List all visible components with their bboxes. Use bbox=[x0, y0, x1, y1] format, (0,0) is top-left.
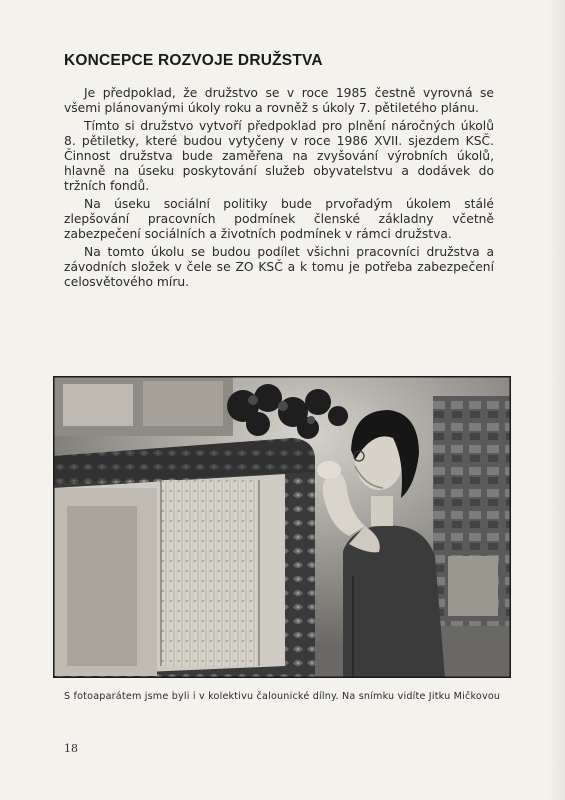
paragraph-1: Je předpoklad, že družstvo se v roce 1985 čestně vyrovná se všemi plánovanými úkoly roku a rovněž s úkoly 7. pětiletého plánu. bbox=[64, 86, 494, 115]
page-number: 18 bbox=[64, 742, 78, 755]
workshop-photo bbox=[53, 376, 511, 678]
paragraph-3: Na úseku sociální politiky bude prvořadým úkolem stálé zlepšování pracovních podmínek členské základny včetně zabezpečení sociálních a životních podmínek v rámci družstva. bbox=[64, 197, 494, 241]
photo-illustration bbox=[53, 376, 511, 678]
page-edge-shadow bbox=[547, 0, 565, 800]
paragraph-2: Tímto si družstvo vytvoří předpoklad pro plnění náročných úkolů 8. pětiletky, které budou vytyčeny v roce 1986 XVII. sjezdem KSČ. Činnost družstva bude zaměřena na zvyšování výrobních úkolů, hlavně na úseku poskytování služeb obyvatelstvu a dodávek do tržních fondů. bbox=[64, 119, 494, 193]
body-text bbox=[64, 86, 494, 293]
photo-caption: S fotoaparátem jsme byli i v kolektivu čalounické dílny. Na snímku vidíte Jitku Mičkovou bbox=[64, 691, 501, 702]
paragraph-4: Na tomto úkolu se budou podílet všichni pracovníci družstva a závodních složek v čele se ZO KSČ a k tomu je potřeba zabezpečení celosvětového míru. bbox=[64, 245, 494, 289]
section-heading: KONCEPCE ROZVOJE DRUŽSTVA bbox=[64, 52, 323, 69]
